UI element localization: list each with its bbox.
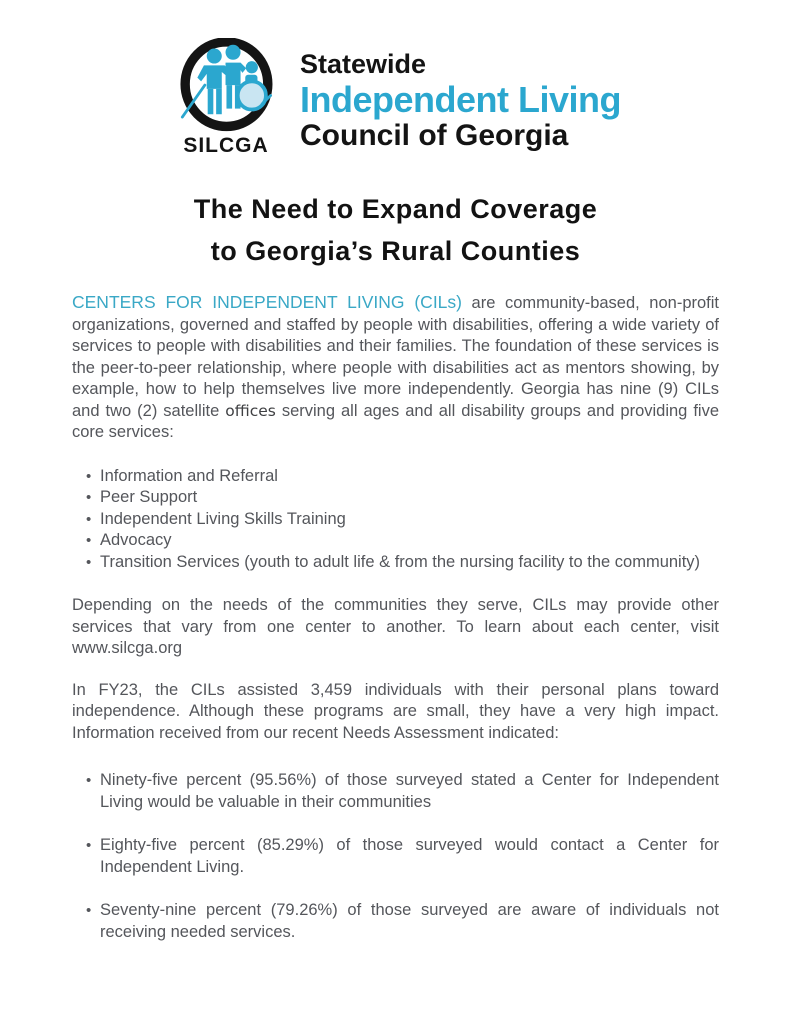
core-service-item: • Advocacy [100,530,719,552]
intro-offices-word: offices [225,401,276,420]
core-service-item: • Transition Services (youth to adult life & from the nursing facility to the community) [100,552,719,574]
finding-item: • Eighty-five percent (85.29%) of those surveyed would contact a Center for Independent Living. [100,835,719,878]
core-service-item: • Peer Support [100,487,719,509]
core-service-item: • Information and Referral [100,466,719,488]
document-body [0,292,791,943]
finding-item: • Ninety-five percent (95.56%) of those surveyed stated a Center for Independent Living would be valuable in their communities [100,770,719,813]
needs-assessment-findings-list [72,770,719,943]
intro-lead-text: CENTERS FOR INDEPENDENT LIVING (CILs) [72,292,462,312]
page-title-line2: to Georgia’s Rural Counties [210,236,581,266]
finding-item: • Seventy-nine percent (79.26%) of those surveyed are aware of individuals not receiving needed services. [100,900,719,943]
core-services-list [72,466,719,574]
page-title-line1: The Need to Expand Coverage [193,194,598,224]
silcga-logo [0,38,791,158]
silcga-people-disability-icon [172,38,280,136]
fy23-paragraph: In FY23, the CILs assisted 3,459 individuals with their personal plans toward independence. Although these programs are small, they have a very high impact. Information received from our recent Needs Assessment indicated: [72,680,719,742]
logo-wordmark-independent-living: Independent Living [300,78,621,120]
page-title [0,188,791,272]
core-service-item: • Independent Living Skills Training [100,509,719,531]
logo-icon-column [170,38,282,158]
logo-wordmark [300,38,621,152]
logo-wordmark-council-of-georgia: Council of Georgia [300,119,569,153]
logo-acronym: SILCGA [183,134,269,157]
logo-wordmark-statewide: Statewide [300,49,427,79]
intro-body-after: serving all ages and all disability groups and providing five core services: [72,401,720,441]
intro-paragraph [72,292,719,444]
intro-body-before: are community-based, non-profit organizations, governed and staffed by people with disabilities, offering a wide variety of services to people with disabilities and their families. The foundation of these services is the peer-to-peer relationship, where people with disabilities act as mentors showing, by example, how to help themselves live more independently. Georgia has nine (9) CILs and two (2) satellite [72,294,719,420]
depending-paragraph: Depending on the needs of the communities they serve, CILs may provide other services that vary from one center to another. To learn about each center, visit www.silcga.org [72,596,719,657]
